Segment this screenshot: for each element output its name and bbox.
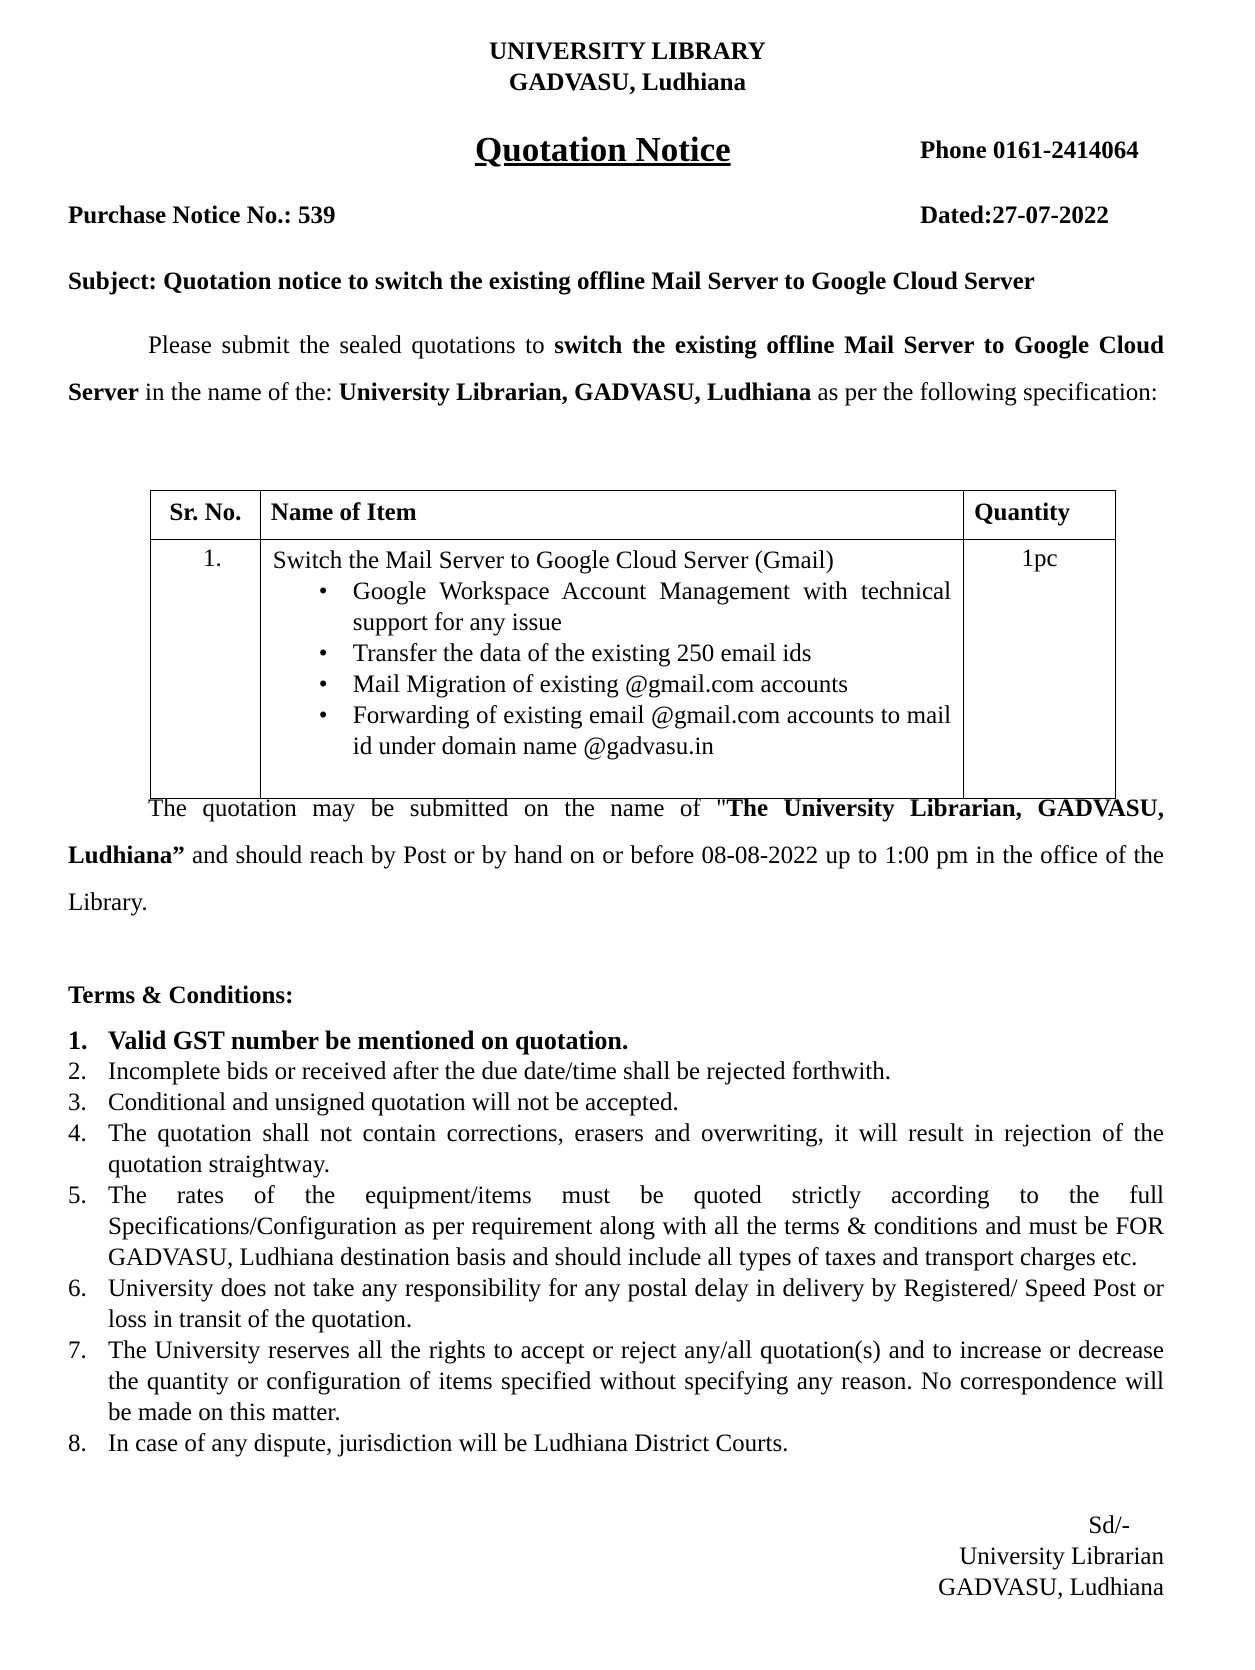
item-title: Switch the Mail Server to Google Cloud Server (Gmail): [272, 547, 834, 574]
list-item: 7. The University reserves all the rights to accept or reject any/all quotation(s) and to increase or decrease the quantity or configuration of items specified without specifying any reason. No correspondence will be made on this matter.: [68, 1337, 1164, 1426]
cell-sr-no: 1.: [151, 540, 261, 799]
terms-heading: Terms & Conditions:: [68, 982, 294, 1009]
page-title: Quotation Notice: [475, 130, 731, 169]
list-item: 8. In case of any dispute, jurisdiction will be Ludhiana District Courts.: [68, 1430, 789, 1457]
cell-quantity: 1pc: [964, 540, 1116, 799]
specification-table: [150, 490, 1116, 799]
subject-line: Subject: Quotation notice to switch the existing offline Mail Server to Google Cloud Server: [68, 268, 1035, 295]
list-item: • Transfer the data of the existing 250 email ids: [353, 638, 951, 669]
list-item: 6. University does not take any responsibility for any postal delay in delivery by Registered/ Speed Post or loss in transit of the quotation.: [68, 1275, 1164, 1333]
list-item: • Forwarding of existing email @gmail.com accounts to mail id under domain name @gadvasu.in: [353, 700, 951, 762]
intro-text-2: in the name of the:: [138, 379, 339, 406]
submission-bold: The University Librarian, GADVASU, Ludhiana”: [68, 795, 1164, 869]
submission-paragraph: [68, 785, 1164, 926]
cell-item: [260, 540, 963, 799]
intro-paragraph: [68, 322, 1164, 416]
intro-text-1: Please submit the sealed quotations to: [148, 332, 555, 359]
header-item-name: Name of Item: [260, 491, 963, 540]
item-bullet-list: [273, 576, 951, 762]
signature-sd: Sd/-: [1088, 1512, 1130, 1539]
list-item: • Mail Migration of existing @gmail.com accounts: [353, 669, 951, 700]
submission-text-1: The quotation may be submitted on the name of ": [148, 795, 727, 822]
list-item: 4. The quotation shall not contain corrections, erasers and overwriting, it will result in rejection of the quotation straightway.: [68, 1120, 1164, 1178]
list-item: 5. The rates of the equipment/items must be quoted strictly according to the full Specifications/Configuration as per requirement along with all the terms & conditions and must be FOR GADVASU, Ludhiana destination basis and should include all types of taxes and transport charges etc.: [68, 1182, 1164, 1271]
list-item: 3. Conditional and unsigned quotation will not be accepted.: [68, 1089, 679, 1116]
list-item: • Google Workspace Account Management with technical support for any issue: [353, 576, 951, 638]
intro-bold-1: switch the existing offline Mail Server to Google Cloud Server: [68, 332, 1164, 406]
notice-date: Dated:27-07-2022: [920, 202, 1109, 229]
signature-org: GADVASU, Ludhiana: [938, 1574, 1164, 1601]
intro-bold-2: University Librarian, GADVASU, Ludhiana: [338, 379, 812, 406]
purchase-notice-number: Purchase Notice No.: 539: [68, 202, 336, 229]
signature-role: University Librarian: [959, 1543, 1164, 1570]
list-item: 1. Valid GST number be mentioned on quotation.: [68, 1026, 629, 1055]
table-header-row: [151, 491, 1116, 540]
intro-text-3: as per the following specification:: [811, 379, 1158, 406]
header-library: UNIVERSITY LIBRARY: [489, 38, 766, 65]
phone-number: Phone 0161-2414064: [920, 137, 1139, 164]
header-quantity: Quantity: [964, 491, 1116, 540]
header-sr-no: Sr. No.: [151, 491, 261, 540]
header-location: GADVASU, Ludhiana: [508, 69, 747, 96]
table-row: [151, 540, 1116, 799]
terms-list: [68, 1025, 1164, 1459]
submission-text-2: and should reach by Post or by hand on or before 08-08-2022 up to 1:00 pm in the office of the Library.: [68, 842, 1164, 916]
list-item: 2. Incomplete bids or received after the due date/time shall be rejected forthwith.: [68, 1058, 892, 1085]
